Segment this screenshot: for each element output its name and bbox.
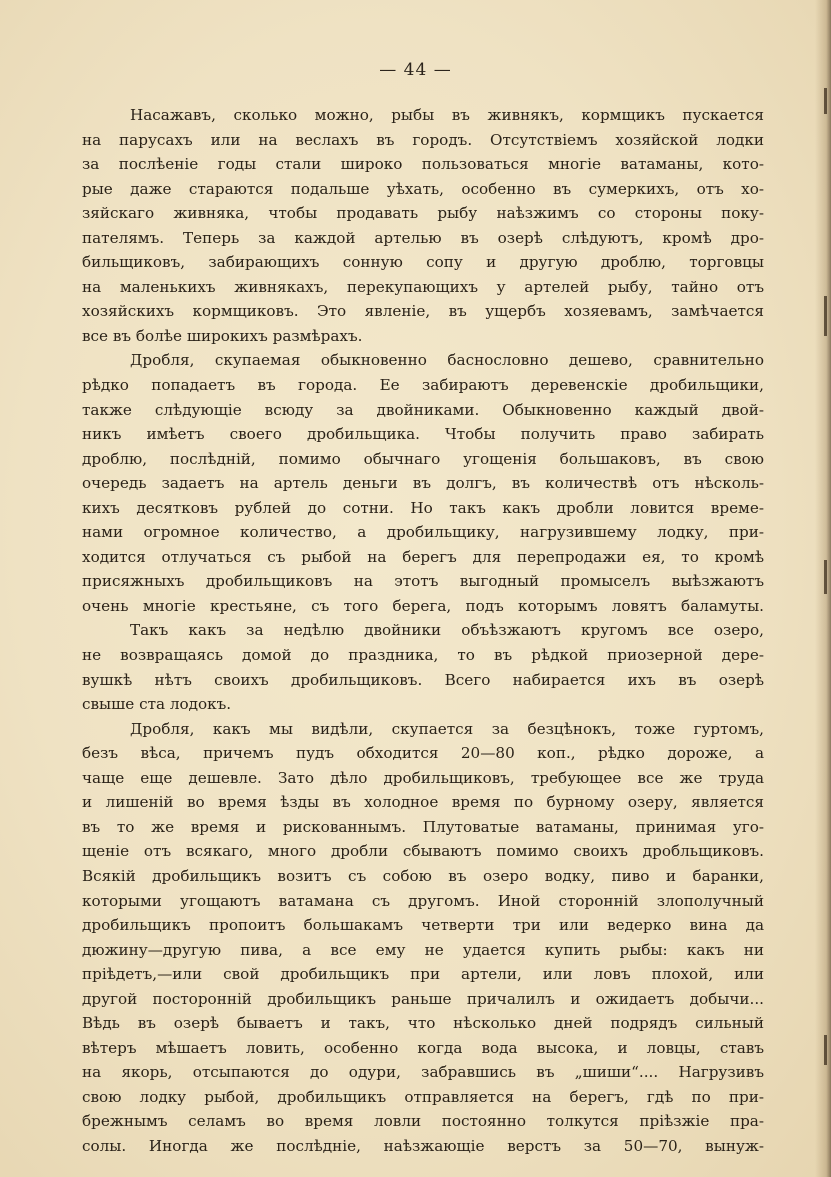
text-line: кихъ десятковъ рублей до сотни. Но такъ какъ дробли ловится време- [82, 498, 764, 517]
text-line: въ то же время и рискованнымъ. Плутоватые ватаманы, принимая уго- [82, 817, 764, 836]
text-line: которыми угощаютъ ватамана съ другомъ. Иной сторонній злополучный [82, 891, 764, 910]
text-line: пріѣдетъ,—или свой дробильщикъ при артели, или ловъ плохой, или [82, 965, 764, 984]
text-line: щеніе отъ всякаго, много дробли сбываютъ помимо своихъ дробльщиковъ. [82, 842, 764, 861]
text-line: дюжину—другую пива, а все ему не удается купить рыбы: какъ ни [82, 940, 764, 959]
text-line: все въ болѣе широкихъ размѣрахъ. [82, 326, 363, 345]
text-line: хозяйскихъ кормщиковъ. Это явленіе, въ ущербъ хозяевамъ, замѣчается [82, 302, 764, 321]
text-line: солы. Иногда же послѣдніе, наѣзжающіе верстъ за 50—70, вынуж- [82, 1136, 764, 1155]
edge-mark [824, 560, 827, 594]
page-edge-shadow [815, 0, 831, 1177]
text-line: нами огромное количество, а дробильщику, нагрузившему лодку, при- [82, 523, 764, 542]
text-line: пателямъ. Теперь за каждой артелью въ озерѣ слѣдуютъ, кромѣ дро- [82, 228, 764, 247]
text-line: присяжныхъ дробильщиковъ на этотъ выгодный промыселъ выѣзжаютъ [82, 572, 764, 591]
text-line: свыше ста лодокъ. [82, 695, 232, 714]
text-line: Дробля, какъ мы видѣли, скупается за безцѣнокъ, тоже гуртомъ, [130, 719, 764, 738]
text-line: безъ вѣса, причемъ пудъ обходится 20—80 коп., рѣдко дороже, а [82, 744, 764, 763]
text-line: и лишеній во время ѣзды въ холодное время по бурному озеру, является [82, 793, 764, 812]
text-line: Вѣдь въ озерѣ бываетъ и такъ, что нѣсколько дней подрядъ сильный [82, 1014, 764, 1033]
text-line: на якорь, отсыпаются до одури, забравшись въ „шиши“.... Нагрузивъ [82, 1063, 764, 1082]
text-line: Насажавъ, сколько можно, рыбы въ живнякъ, кормщикъ пускается [130, 106, 764, 124]
text-line: никъ имѣетъ своего дробильщика. Чтобы получить право забирать [82, 425, 764, 444]
text-line: чаще еще дешевле. Зато дѣло дробильщиковъ, требующее все же труда [82, 768, 764, 787]
text-line: Такъ какъ за недѣлю двойники объѣзжаютъ кругомъ все озеро, [130, 621, 764, 640]
text-line: ходится отлучаться съ рыбой на берегъ для перепродажи ея, то кромѣ [82, 547, 764, 566]
text-line: брежнымъ селамъ во время ловли постоянно толкутся пріѣзжіе пра- [82, 1112, 764, 1131]
text-line: другой посторонній дробильщикъ раньше причалилъ и ожидаетъ добычи... [82, 989, 764, 1008]
text-line: на парусахъ или на веслахъ въ городъ. Отсутствіемъ хозяйской лодки [82, 130, 764, 149]
text-line: также слѣдующіе всюду за двойниками. Обыкновенно каждый двой- [82, 400, 764, 419]
text-line: свою лодку рыбой, дробильщикъ отправляется на берегъ, гдѣ по при- [82, 1087, 764, 1106]
text-line: вушкѣ нѣтъ своихъ дробильщиковъ. Всего набирается ихъ въ озерѣ [82, 670, 764, 689]
edge-mark [824, 88, 827, 114]
text-line: на маленькихъ живнякахъ, перекупающихъ у артелей рыбу, тайно отъ [82, 277, 764, 296]
text-line: Дробля, скупаемая обыкновенно баснословно дешево, сравнительно [130, 351, 764, 370]
edge-mark [824, 1035, 827, 1065]
text-line: дроблю, послѣдній, помимо обычнаго угощенія большаковъ, въ свою [82, 449, 764, 468]
text-line: дробильщикъ пропоитъ большакамъ четверти три или ведерко вина да [82, 916, 764, 935]
text-line: за послѣеніе годы стали широко пользоваться многіе ватаманы, кото- [82, 155, 764, 174]
text-line: не возвращаясь домой до праздника, то въ рѣдкой приозерной дере- [82, 646, 764, 665]
text-line: очень многіе крестьяне, съ того берега, подъ которымъ ловятъ баламуты. [82, 596, 764, 615]
edge-mark [824, 296, 827, 336]
text-line: Всякій дробильщикъ возитъ съ собою въ озеро водку, пиво и баранки, [82, 866, 764, 885]
text-line: очередь задаетъ на артель деньги въ долгъ, въ количествѣ отъ нѣсколь- [82, 474, 764, 493]
text-line: рѣдко попадаетъ въ города. Ее забираютъ деревенскіе дробильщики, [82, 376, 764, 395]
text-line: зяйскаго живняка, чтобы продавать рыбу наѣзжимъ со стороны поку- [82, 204, 764, 223]
page-number: — 44 — [379, 60, 452, 80]
text-line: рые даже стараются подальше уѣхать, особенно въ сумеркихъ, отъ хо- [82, 179, 764, 198]
text-body [82, 103, 764, 1159]
text-line: бильщиковъ, забирающихъ сонную сопу и другую дроблю, торговцы [82, 253, 764, 272]
text-line: вѣтеръ мѣшаетъ ловить, особенно когда вода высока, и ловцы, ставъ [82, 1038, 764, 1057]
